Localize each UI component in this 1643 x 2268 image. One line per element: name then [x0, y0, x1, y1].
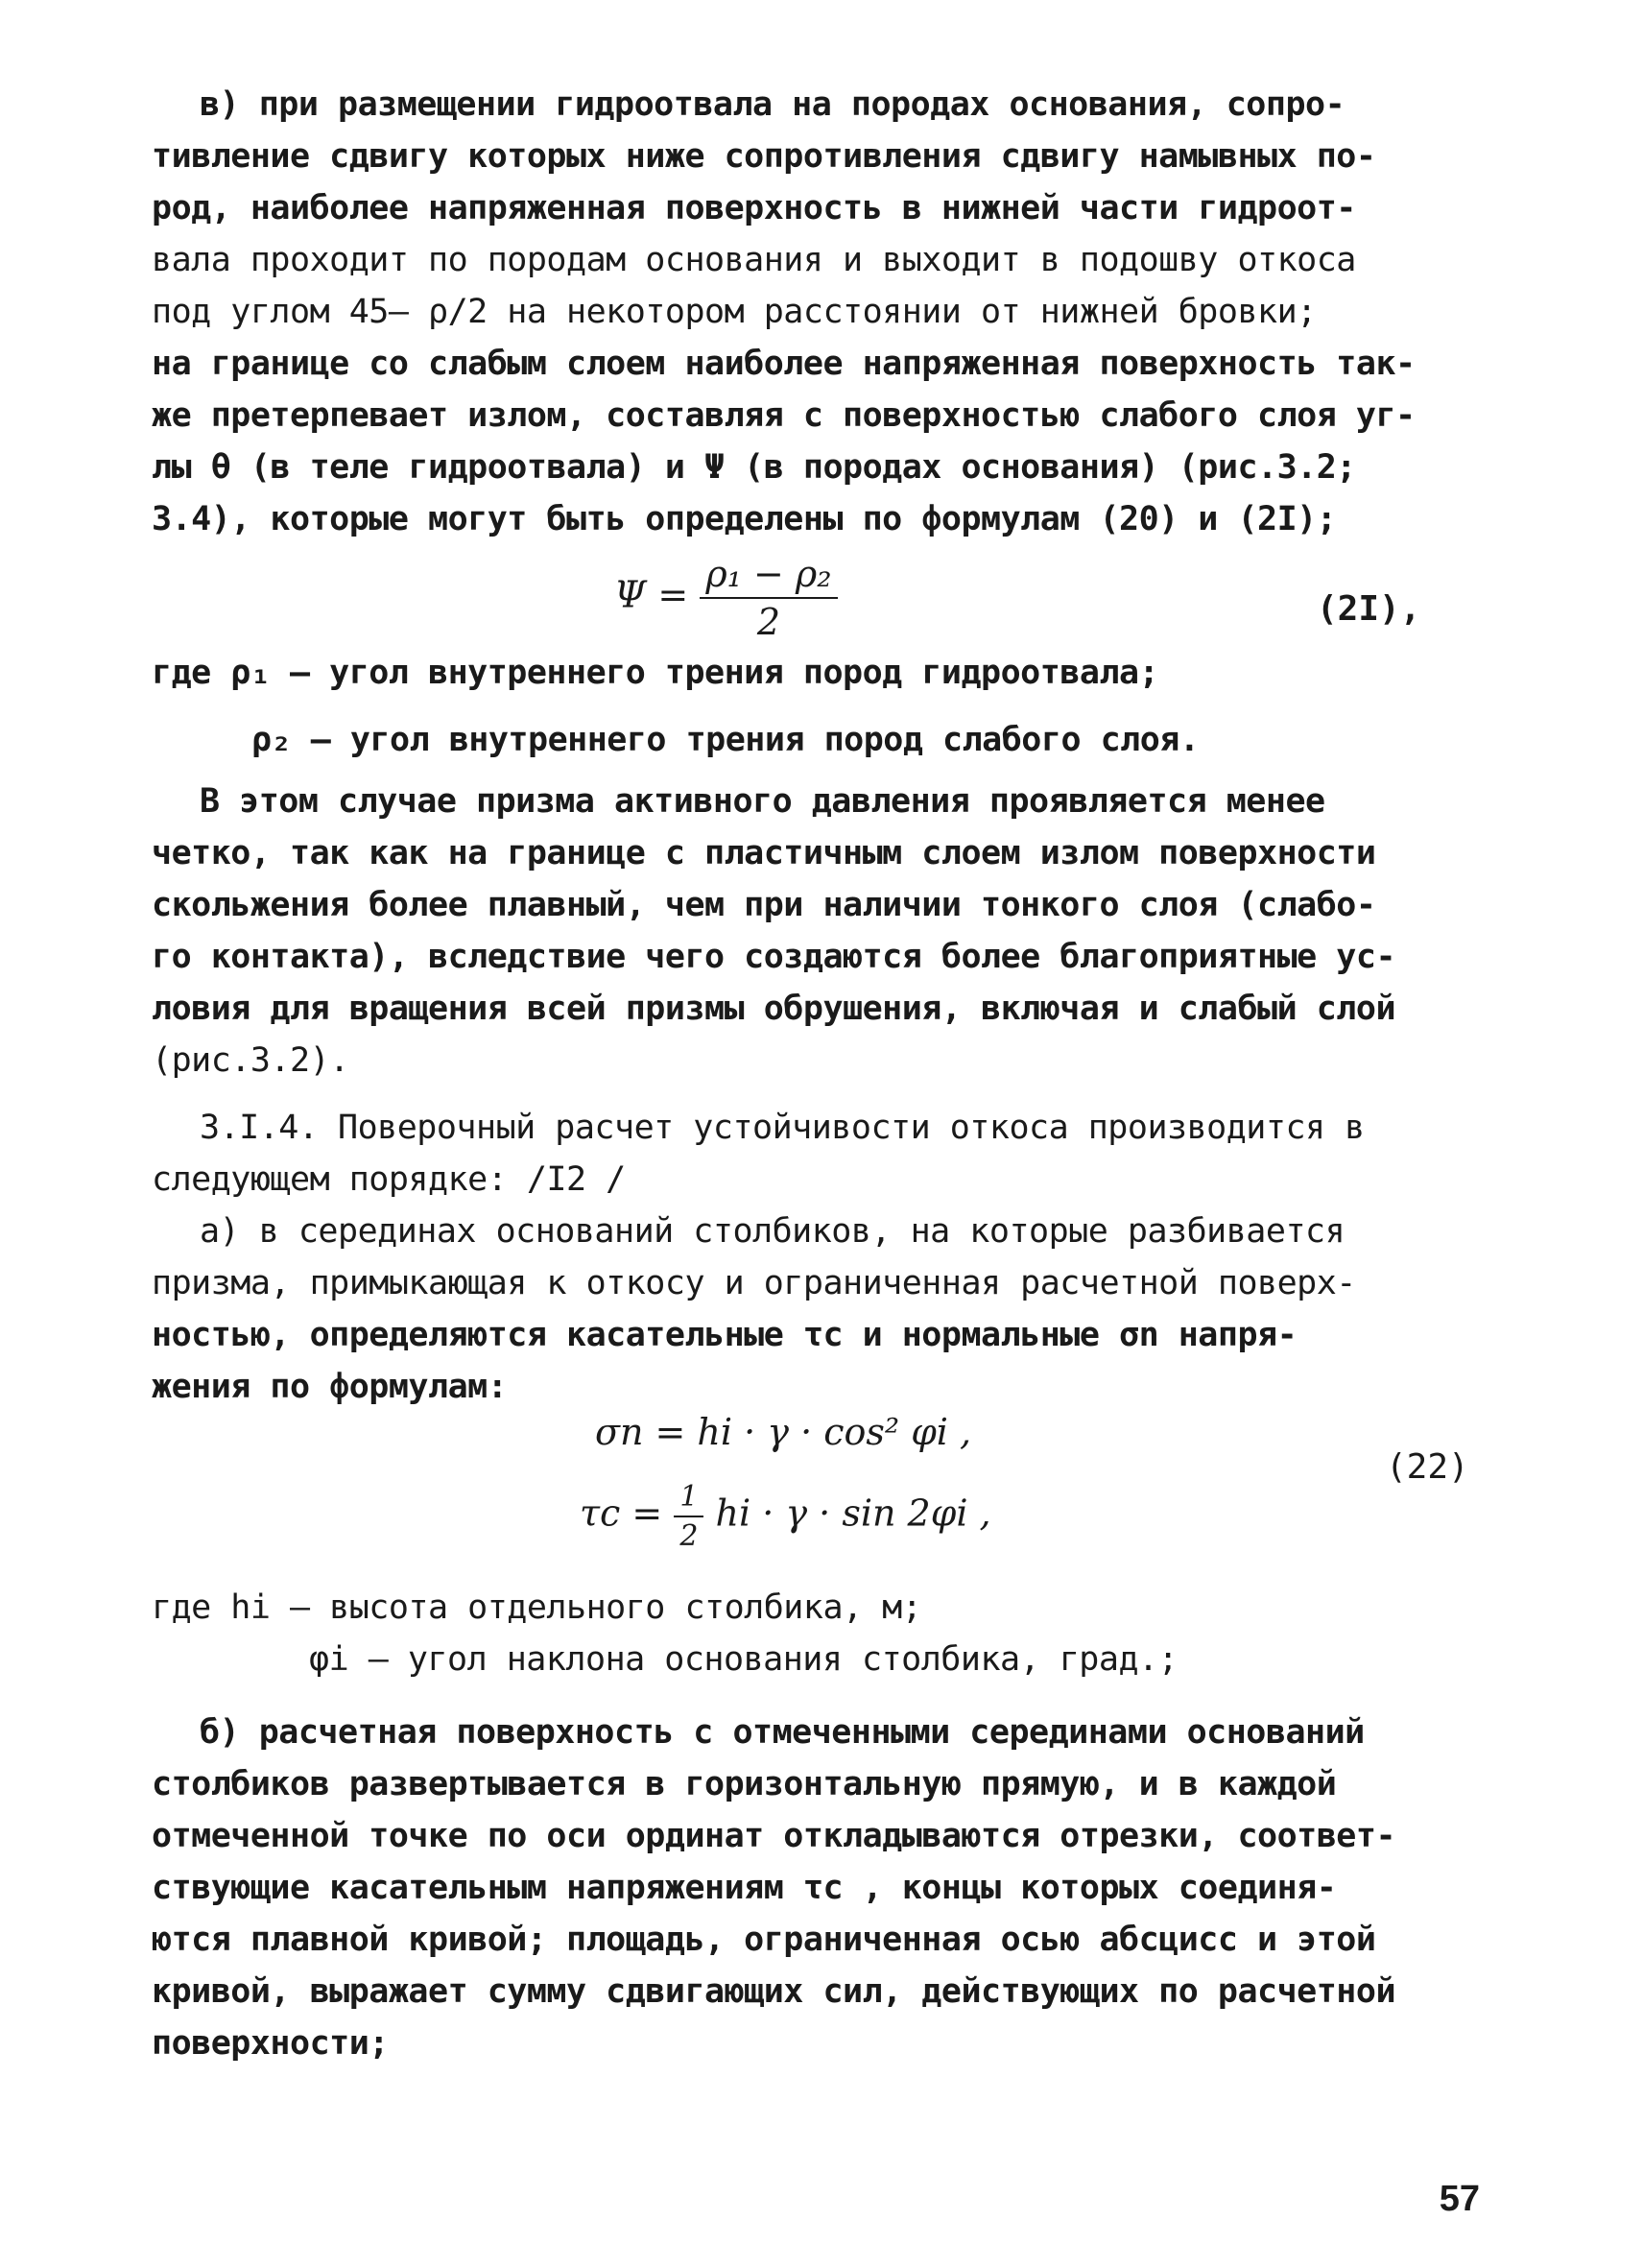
text-line: скольжения более плавный, чем при наличии тонкого слоя (слабо-: [152, 886, 1376, 924]
text-line: б) расчетная поверхность с отмеченными серединами оснований: [200, 1713, 1365, 1752]
text-line: поверхности;: [152, 2024, 389, 2063]
text-line: столбиков развертывается в горизонтальную прямую, и в каждой: [152, 1765, 1337, 1803]
text-line: четко, так как на границе с пластичным слоем излом поверхности: [152, 834, 1376, 872]
where-line: φi – угол наклона основания столбика, град.;: [309, 1640, 1179, 1679]
text-line: в) при размещении гидроотвала на породах основания, сопро-: [200, 85, 1345, 124]
text-line: ются плавной кривой; площадь, ограниченная осью абсцисс и этой: [152, 1921, 1376, 1959]
fraction-numerator: ρ₁ − ρ₂: [700, 553, 837, 599]
text-line: на границе со слабым слоем наиболее напряженная поверхность так-: [152, 345, 1416, 383]
equation-number-21: (2I),: [1317, 589, 1421, 629]
formula-rest: hi · γ · sin 2φi ,: [715, 1492, 991, 1535]
fraction-numerator: 1: [674, 1480, 703, 1517]
formula-lhs: τc =: [580, 1492, 663, 1535]
text-line: ствующие касательным напряжениям τc , концы которых соединя-: [152, 1869, 1337, 1907]
text-line: призма, примыкающая к откосу и ограниченная расчетной поверх-: [152, 1264, 1356, 1302]
text-line: тивление сдвигу которых ниже сопротивления сдвигу намывных по-: [152, 137, 1376, 176]
formula-21: [614, 553, 838, 643]
formula-22-sigma: σn = hi · γ · cos² φi ,: [595, 1411, 972, 1453]
text-line: (рис.3.2).: [152, 1041, 349, 1080]
text-line: го контакта), вследствие чего создаются более благоприятные ус-: [152, 938, 1396, 976]
text-line: вала проходит по породам основания и выходит в подошву откоса: [152, 241, 1356, 279]
where-line: ρ₂ – угол внутреннего трения пород слабого слоя.: [251, 721, 1200, 759]
text-line: отмеченной точке по оси ординат откладываются отрезки, соответ-: [152, 1817, 1396, 1855]
text-line: под углом 45– ρ/2 на некотором расстоянии от нижней бровки;: [152, 293, 1317, 331]
text-line: следующем порядке: /I2 /: [152, 1160, 626, 1199]
equation-number-22: (22): [1386, 1447, 1469, 1487]
fraction-denominator: 2: [756, 601, 781, 643]
text-line: ловия для вращения всей призмы обрушения, включая и слабый слой: [152, 990, 1396, 1028]
formula-fraction: [700, 553, 837, 643]
text-line: 3.4), которые могут быть определены по формулам (20) и (2I);: [152, 500, 1337, 538]
text-line: лы θ (в теле гидроотвала) и Ψ (в породах основания) (рис.3.2;: [152, 448, 1356, 487]
text-line: кривой, выражает сумму сдвигающих сил, действующих по расчетной: [152, 1972, 1396, 2011]
text-line: В этом случае призма активного давления проявляется менее: [200, 782, 1325, 821]
text-line: род, наиболее напряженная поверхность в нижней части гидроот-: [152, 189, 1356, 227]
formula-lhs: Ψ =: [614, 573, 689, 616]
text-line: же претерпевает излом, составляя с поверхностью слабого слоя уг-: [152, 396, 1416, 435]
fraction-denominator: 2: [679, 1519, 699, 1553]
formula-22-tau: [580, 1480, 991, 1553]
page-number: 57: [1439, 2179, 1480, 2219]
formula-fraction: [674, 1480, 703, 1553]
text-line: ностью, определяются касательные τc и нормальные σn напря-: [152, 1316, 1298, 1354]
text-line: жения по формулам:: [152, 1368, 508, 1406]
text-line: 3.I.4. Поверочный расчет устойчивости откоса производится в: [200, 1109, 1365, 1147]
text-line: а) в серединах оснований столбиков, на которые разбивается: [200, 1212, 1345, 1251]
where-line: где hi – высота отдельного столбика, м;: [152, 1588, 922, 1627]
where-line: где ρ₁ – угол внутреннего трения пород гидроотвала;: [152, 654, 1159, 692]
